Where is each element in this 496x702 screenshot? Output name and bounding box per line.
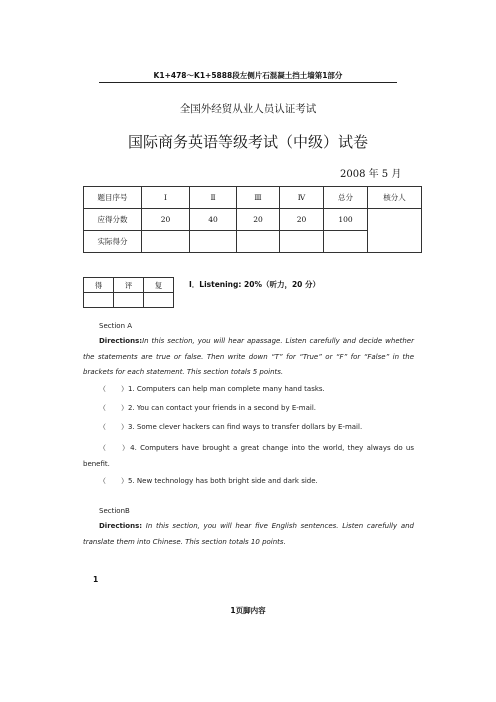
grader-label: 复 [144,278,174,293]
grader-label: 得 [84,278,114,293]
paper-title: 国际商务英语等级考试（中级）试卷 [127,133,368,151]
list-item: （ ）2. You can contact your friends in a second by E-mail. [99,404,317,412]
score-table [83,186,422,253]
header-cell: Ⅲ [237,187,280,209]
page-footer: 1页脚内容 [230,606,266,615]
section-b-directions [83,519,414,550]
score-table-row-expected [84,209,422,231]
list-item: （ ）4. Computers have brought a great change into the world, they always do us benefit. [83,444,414,468]
score-table-header-row [84,187,422,209]
part-heading: Ⅰ．Listening: 20%（听力，20 分） [189,280,321,289]
grader-cell[interactable] [144,293,174,308]
header-cell: Ⅰ [142,187,190,209]
header-rule [99,82,397,83]
header-cell: 题目序号 [84,187,142,209]
header-cell: 总分 [324,187,368,209]
directions-label: Directions: [99,337,143,345]
grader-label: 评 [114,278,144,293]
score-cell: 20 [280,209,324,231]
header-cell: Ⅱ [190,187,237,209]
row-label: 应得分数 [84,209,142,231]
score-cell: 100 [324,209,368,231]
score-cell: 20 [142,209,190,231]
header-cell: Ⅳ [280,187,324,209]
grader-box [83,277,174,308]
header-cell: 核分人 [368,187,422,209]
section-a-title: Section A [99,322,133,330]
grader-cell[interactable] [84,293,114,308]
section-a-directions [83,334,414,381]
empty-score-cell[interactable] [237,231,280,253]
empty-score-cell[interactable] [280,231,324,253]
row-label: 实际得分 [84,231,142,253]
running-header: K1+478～K1+5888段左侧片石混凝土挡土墙第1部分 [153,71,343,80]
list-item: （ ）1. Computers can help man complete many hand tasks. [99,385,325,393]
score-cell: 40 [190,209,237,231]
exam-date: 2008 年 5 月 [340,169,402,180]
empty-score-cell[interactable] [324,231,368,253]
page-number: 1 [93,575,99,584]
section-b-title: SectionB [99,507,130,515]
checker-cell[interactable] [368,209,422,253]
list-item: （ ）5. New technology has both bright side and dark side. [99,477,318,485]
empty-score-cell[interactable] [190,231,237,253]
score-cell: 20 [237,209,280,231]
directions-text: In this section, you will hear apassage. Listen carefully and decide whether the statements are true or false. Then write down “T” for “True” or “F” for “False” in the brackets for each statement. This section totals 5 points. [83,337,414,376]
directions-text: In this section, you will hear five English sentences. Listen carefully and translate them into Chinese. This section totals 10 points. [83,522,414,546]
grader-cell[interactable] [114,293,144,308]
empty-score-cell[interactable] [142,231,190,253]
list-item: （ ）3. Some clever hackers can find ways to transfer dollars by E-mail. [99,423,363,431]
exam-title: 全国外经贸从业人员认证考试 [179,103,317,115]
directions-label: Directions: [99,522,143,530]
